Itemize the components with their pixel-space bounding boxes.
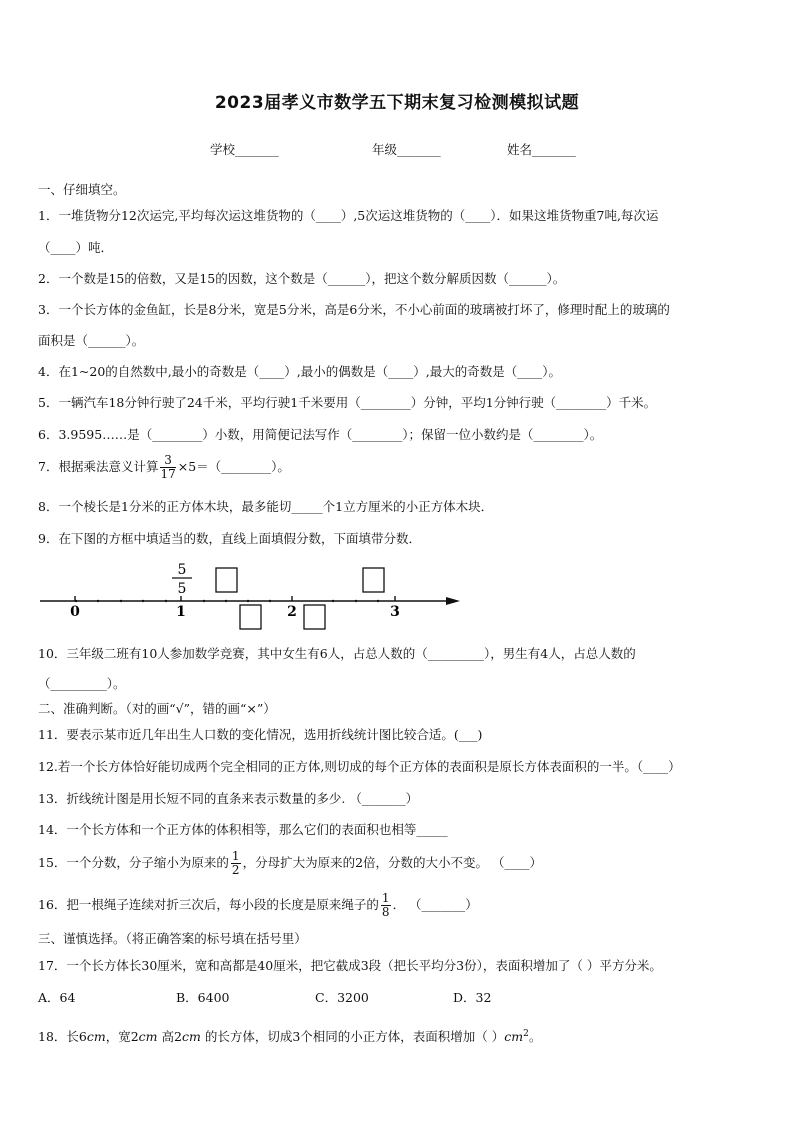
question-4: 4．在1~20的自然数中,最小的奇数是（____）,最小的偶数是（____）,最大的奇数是（____）。 <box>38 364 561 379</box>
label-1: 1 <box>176 604 186 620</box>
question-7-text: 7．根据乘法意义计算 <box>38 459 159 474</box>
question-5: 5．一辆汽车18分钟行驶了24千米，平均行驶1千米要用（________）分钟，平均1分钟行驶（________）千米。 <box>38 395 657 410</box>
fraction-numerator: 1 <box>381 891 390 905</box>
question-14: 14．一个长方体和一个正方体的体积相等，那么它们的表面积也相等_____ <box>38 822 448 837</box>
unit-cm: cm <box>504 1029 524 1045</box>
question-3-line-2: 面积是（______）。 <box>38 333 145 348</box>
label-0: 0 <box>70 604 80 620</box>
question-15-text: 15．一个分数，分子缩小为原来的 <box>38 855 229 870</box>
fraction-numerator: 1 <box>231 849 240 863</box>
section-1-heading: 一、仔细填空。 <box>38 182 126 197</box>
answer-box-improper-2[interactable] <box>363 568 384 592</box>
question-18-text-4: 的长方体，切成3个相同的小正方体，表面积增加（ ） <box>204 1029 505 1045</box>
question-18 <box>38 1025 764 1046</box>
question-15-text-end: ，分母扩大为原来的2倍，分数的大小不变。 （____） <box>242 855 542 870</box>
question-1-line-2: （____）吨． <box>38 240 114 255</box>
question-11: 11．要表示某市近几年出生人口数的变化情况，选用折线统计图比较合适。(___) <box>38 727 483 742</box>
answer-box-mixed-2[interactable] <box>304 605 325 629</box>
option-c[interactable]: C．3200 <box>315 990 369 1005</box>
question-12: 12.若一个长方体恰好能切成两个完全相同的正方体,则切成的每个正方体的表面积是原长方体表面积的一半。（____） <box>38 759 681 774</box>
option-a[interactable]: A．64 <box>38 990 76 1005</box>
fraction-denominator: 17 <box>160 467 176 481</box>
unit-exponent: 2 <box>523 1029 529 1039</box>
option-d[interactable]: D．32 <box>453 990 492 1005</box>
answer-box-mixed-1[interactable] <box>240 605 261 629</box>
question-7 <box>38 452 764 482</box>
grade-field[interactable]: 年级_______ <box>372 142 441 157</box>
fraction-1-2 <box>231 850 241 877</box>
section-3-heading: 三、谨慎选择。（将正确答案的标号填在括号里） <box>38 931 307 946</box>
question-3-line-1: 3．一个长方体的金鱼缸，长是8分米，宽是5分米，高是6分米，不小心前面的玻璃被打坏了，修理时配上的玻璃的 <box>38 302 670 317</box>
label-2: 2 <box>287 604 297 620</box>
fraction-numerator: 3 <box>160 454 175 468</box>
fraction-denominator: 8 <box>381 905 390 919</box>
question-16 <box>38 890 764 920</box>
question-18-text-5: 。 <box>528 1029 542 1045</box>
answer-box-improper-1[interactable] <box>216 568 237 592</box>
school-field[interactable]: 学校_______ <box>210 142 279 157</box>
unit-cm: cm <box>138 1029 158 1045</box>
question-10-line-1: 10．三年级二班有10人参加数学竞赛，其中女生有6人，占总人数的（_________），男生有4人，占总人数的 <box>38 646 636 661</box>
question-18-text-2: ，宽2 <box>105 1029 139 1045</box>
unit-cm: cm <box>181 1029 201 1045</box>
question-16-text: 16．把一根绳子连续对折三次后，每小段的长度是原来绳子的 <box>38 897 379 912</box>
question-2: 2．一个数是15的倍数，又是15的因数，这个数是（______），把这个数分解质因数（______）。 <box>38 271 566 286</box>
question-18-text-1: 18．长6 <box>38 1029 87 1045</box>
question-7-text-end: ×5＝（________）。 <box>177 459 290 474</box>
fraction-denominator: 2 <box>231 863 240 877</box>
question-15 <box>38 848 764 878</box>
fraction-numerator: 5 <box>177 562 187 578</box>
question-10-line-2: （_________）。 <box>38 676 126 691</box>
number-line-arrow-icon <box>446 597 460 605</box>
question-16-text-end: ． （_______） <box>392 897 478 912</box>
label-3: 3 <box>390 604 400 620</box>
question-8: 8．一个棱长是1分米的正方体木块，最多能切_____个1立方厘米的小正方体木块． <box>38 499 494 514</box>
option-b[interactable]: B．6400 <box>176 990 230 1005</box>
fraction-1-8 <box>381 892 391 919</box>
question-18-text-3: 高2 <box>161 1029 182 1045</box>
fraction-denominator: 5 <box>177 581 187 597</box>
page-title: 2023届孝义市数学五下期末复习检测模拟试题 <box>214 93 580 113</box>
number-line-ticks <box>75 600 379 602</box>
unit-cm: cm <box>86 1029 106 1045</box>
fraction-3-17 <box>160 454 175 481</box>
question-13: 13．折线统计图是用长短不同的直条来表示数量的多少. （_______） <box>38 791 419 806</box>
question-6: 6．3.9595……是（________）小数，用简便记法写作（________）；保留一位小数约是（________）。 <box>38 427 603 442</box>
question-17: 17．一个长方体长30厘米，宽和高都是40厘米，把它截成3段（把长平均分3份），表面积增加了（ ）平方分米。 <box>38 958 662 973</box>
name-field[interactable]: 姓名_______ <box>507 142 576 157</box>
section-2-heading: 二、准确判断。（对的画“√”，错的画“×”） <box>38 701 276 716</box>
number-line-figure <box>38 555 468 630</box>
question-1-line-1: 1．一堆货物分12次运完,平均每次运这堆货物的（____）,5次运这堆货物的（____）．如果这堆货物重7吨,每次运 <box>38 208 659 223</box>
question-9: 9．在下图的方框中填适当的数，直线上面填假分数，下面填带分数． <box>38 531 421 546</box>
